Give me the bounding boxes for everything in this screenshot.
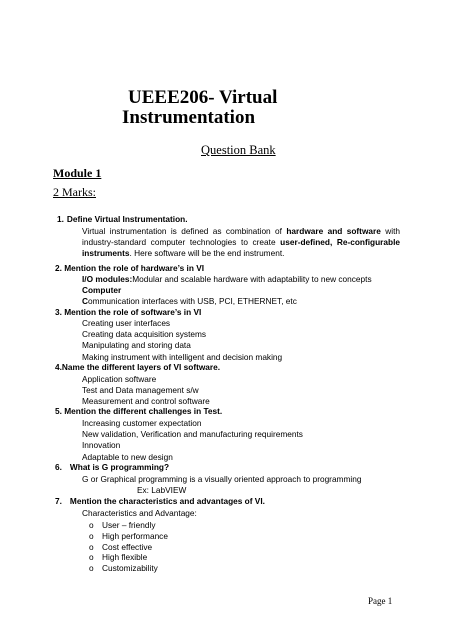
answer-line: Communication interfaces with USB, PCI, ETHERNET, etc xyxy=(82,296,297,307)
doc-title-line2: Instrumentation xyxy=(122,107,256,128)
answer-line: Computer xyxy=(82,285,122,296)
list-item: o Cost effective xyxy=(89,542,153,553)
module-heading: Module 1 xyxy=(53,166,102,180)
question-1-heading xyxy=(57,214,188,225)
question-text: Define Virtual Instrumentation. xyxy=(66,214,188,224)
question-6-answer xyxy=(82,474,361,496)
question-3-heading: 3. Mention the role of software’s in VI xyxy=(55,307,202,317)
question-4-heading: 4.Name the different layers of VI software. xyxy=(55,362,221,372)
answer-line: Application software xyxy=(82,374,157,384)
list-item: o User – friendly xyxy=(89,520,156,530)
answer-line: Making instrument with intelligent and decision making xyxy=(82,351,283,362)
list-item: o High performance xyxy=(89,531,168,542)
doc-subtitle: Question Bank xyxy=(201,143,276,157)
question-7-heading: 7. Mention the characteristics and advantages of VI. xyxy=(55,496,265,506)
question-1-answer xyxy=(82,226,400,260)
question-2-heading: 2. Mention the role of hardware’s in VI xyxy=(55,263,205,273)
answer-line: New validation, Verification and manufacturing requirements xyxy=(82,429,303,440)
bullet-icon: o xyxy=(89,520,94,530)
answer-line: Test and Data management s/w xyxy=(82,385,199,396)
answer-line: I/O modules:Modular and scalable hardware with adaptability to new concepts xyxy=(82,274,372,284)
question-7-intro: Characteristics and Advantage: xyxy=(82,508,197,518)
question-6-heading: 6. What is G programming? xyxy=(55,462,170,472)
answer-line: Innovation xyxy=(82,440,121,451)
doc-title-line1: UEEE206- Virtual xyxy=(128,87,278,108)
answer-line: Creating user interfaces xyxy=(82,318,171,328)
answer-line: Measurement and control software xyxy=(82,396,210,407)
answer-line: Creating data acquisition systems xyxy=(82,329,207,340)
question-5-heading: 5. Mention the different challenges in Test. xyxy=(55,406,223,416)
question-4-answer xyxy=(82,374,210,408)
answer-line: G or Graphical programming is a visually oriented approach to programming xyxy=(82,474,362,484)
answer-line: Virtual instrumentation is defined as combination of hardware and software with xyxy=(82,226,400,236)
answer-line: Adaptable to new design xyxy=(82,451,173,462)
list-item: o High flexible xyxy=(89,552,148,562)
bullet-icon: o xyxy=(89,563,94,574)
page-number: Page 1 xyxy=(368,596,393,606)
answer-line: Ex: LabVIEW xyxy=(137,485,187,496)
bullet-icon: o xyxy=(89,531,94,542)
bullet-icon: o xyxy=(89,542,94,553)
list-item: o Customizability xyxy=(89,563,158,574)
bullet-icon: o xyxy=(89,552,94,562)
marks-heading: 2 Marks: xyxy=(53,185,96,199)
answer-line: instruments. Here software will be the end instrument. xyxy=(82,248,285,259)
answer-line: Increasing customer expectation xyxy=(82,418,202,428)
question-7-list-b xyxy=(89,552,158,574)
question-2-answer xyxy=(82,274,372,308)
question-5-answer xyxy=(82,418,303,463)
question-number: 1. xyxy=(57,214,64,224)
answer-line: Manipulating and storing data xyxy=(82,340,191,351)
question-3-answer xyxy=(82,318,282,363)
answer-line: industry-standard computer technologies to create user-defined, Re-configurable xyxy=(82,237,401,248)
question-7-list-a xyxy=(89,520,168,554)
